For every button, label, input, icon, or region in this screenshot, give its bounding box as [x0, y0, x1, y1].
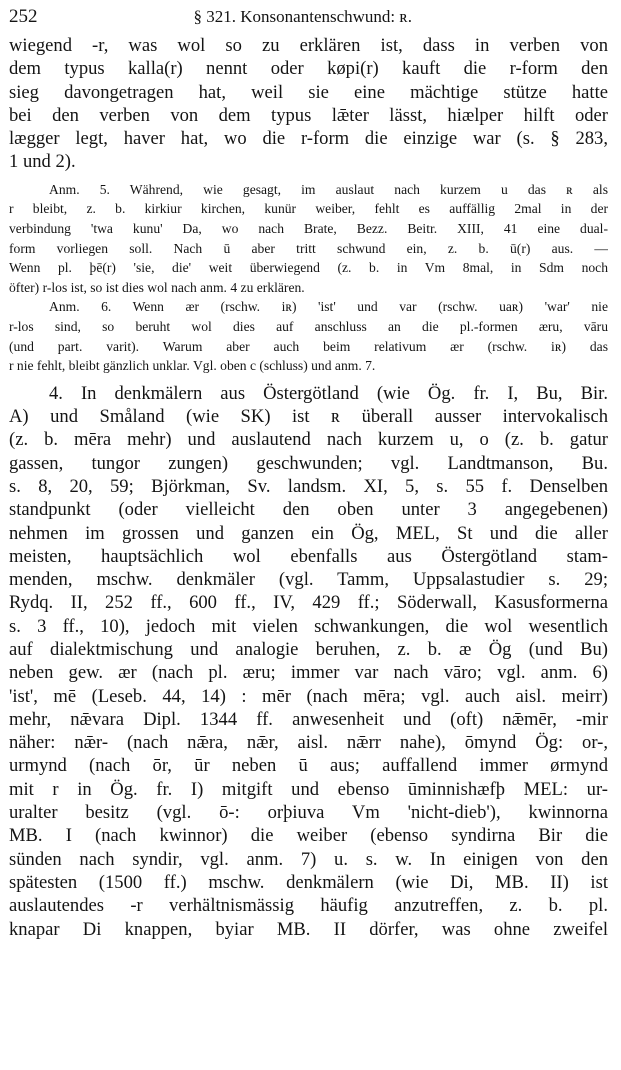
text-line: menden, mschw. denkmäler (vgl. Tamm, Uppsalastudier s. 29; — [9, 569, 608, 591]
text-line: sünden nach syndir, vgl. anm. 7) u. s. w. In einigen von den — [9, 848, 608, 870]
text-line: bei den verben von dem typus lǣter lässt, hiælper hilft oder — [9, 104, 608, 126]
note-anm-5 — [9, 180, 608, 298]
book-page — [9, 4, 608, 941]
note-line: r bleibt, z. b. kirkiur kirchen, kunür weiber, fehlt es auffällig 2mal in der — [9, 201, 608, 217]
text-line: knapar Di knappen, byiar MB. II dörfer, was ohne zweifel — [9, 918, 608, 940]
text-line: standpunkt (oder vielleicht den oben unter 3 angegebenen) — [9, 499, 608, 521]
paragraph-continuation — [9, 34, 608, 174]
note-line: Anm. 5. Während, wie gesagt, im auslaut nach kurzem u das ʀ als — [49, 181, 608, 197]
text-line: s. 3 ff., 10), jedoch mit vielen schwankungen, die wol wesentlich — [9, 615, 608, 637]
page-number: 252 — [9, 6, 38, 27]
text-line: 4. In denkmälern aus Östergötland (wie Ög. fr. I, Bu, Bir. — [49, 382, 608, 404]
text-line: MB. I (nach kwinnor) die weiber (ebenso syndirna Bir die — [9, 825, 608, 847]
text-line: lægger legt, haver hat, wo die r-form die einzige war (s. § 283, — [9, 128, 608, 150]
text-line: meisten, hauptsächlich wol ebenfalls aus Östergötland stam- — [9, 545, 608, 567]
text-line: (z. b. mēra mehr) und auslautend nach kurzem u, o (z. b. gatur — [9, 429, 608, 451]
running-header — [9, 4, 608, 34]
text-line: mit r in Ög. fr. I) mitgift und ebenso ūminnishæfþ MEL: ur- — [9, 778, 608, 800]
text-line: auf dialektmischung und analogie beruhen, z. b. æ Ög (und Bu) — [9, 638, 608, 660]
text-line: 1 und 2). — [9, 151, 76, 173]
text-line: sieg davongetragen hat, weil sie eine mächtige stütze hatte — [9, 81, 608, 103]
text-line: nehmen im grossen und ganzen ein Ög, MEL, St und die aller — [9, 522, 608, 544]
note-line: (und part. varit). Warum aber auch beim relativum ær (rschw. iʀ) das — [9, 338, 608, 354]
note-line: Wenn pl. þē(r) 'sie, die' weit überwiegend (z. b. in Vm 8mal, in Sdm noch — [9, 260, 608, 276]
text-line: 'ist', mē (Leseb. 44, 14) : mēr (nach mēra; vgl. auch aisl. meirr) — [9, 685, 608, 707]
paragraph-4 — [9, 382, 608, 941]
text-line: Rydq. II, 252 ff., 600 ff., IV, 429 ff.; Söderwall, Kasusformerna — [9, 592, 608, 614]
text-line: näher: nǣr- (nach nǣra, nǣr, aisl. nǣrr nahe), ōmynd Ög: or-, — [9, 732, 608, 754]
note-line: öfter) r-los ist, so ist dies wol nach anm. 4 zu erklären. — [9, 279, 305, 295]
text-line: s. 8, 20, 59; Björkman, Sv. landsm. XI, 5, s. 55 f. Denselben — [9, 475, 608, 497]
text-line: auslautendes -r verhältnismässig häufig anzutreffen, z. b. pl. — [9, 895, 608, 917]
text-line: neben gew. ær (nach pl. æru; immer var nach vāro; vgl. anm. 6) — [9, 662, 608, 684]
note-anm-6 — [9, 297, 608, 375]
text-line: dem typus kalla(r) nennt oder køpi(r) kauft die r-form den — [9, 58, 608, 80]
text-line: spätesten (1500 ff.) mschw. denkmälern (wie Di, MB. II) ist — [9, 871, 608, 893]
note-line: verbindung 'twa kunu' Da, wo nach Brate, Bezz. Beitr. XIII, 41 eine dual- — [9, 220, 608, 236]
note-line: r-los sind, so beruht wol dies auf anschluss an die pl.-formen æru, vāru — [9, 318, 608, 334]
text-line: mehr, nǣvara Dipl. 1344 ff. anwesenheit und (oft) nǣmēr, -mir — [9, 708, 608, 730]
text-line: gassen, tungor zungen) geschwunden; vgl. Landtmanson, Bu. — [9, 452, 608, 474]
text-line: wiegend -r, was wol so zu erklären ist, dass in verben von — [9, 35, 608, 56]
running-title: § 321. Konsonantenschwund: ʀ. — [193, 7, 412, 26]
note-line: r nie fehlt, bleibt gänzlich unklar. Vgl. oben c (schluss) und anm. 7. — [9, 358, 376, 374]
note-line: form vorliegen soll. Nach ū aber tritt schwund ein, z. b. ū(r) aus. — — [9, 240, 608, 256]
text-line: urmynd (nach ōr, ūr neben ū aus; auffallend immer ørmynd — [9, 755, 608, 777]
text-line: uralter besitz (vgl. ō-: orþiuva Vm 'nicht-dieb'), kwinnorna — [9, 802, 608, 824]
note-line: Anm. 6. Wenn ær (rschw. iʀ) 'ist' und var (rschw. uaʀ) 'war' nie — [49, 299, 608, 315]
text-line: A) und Småland (wie SK) ist ʀ überall ausser intervokalisch — [9, 406, 608, 428]
